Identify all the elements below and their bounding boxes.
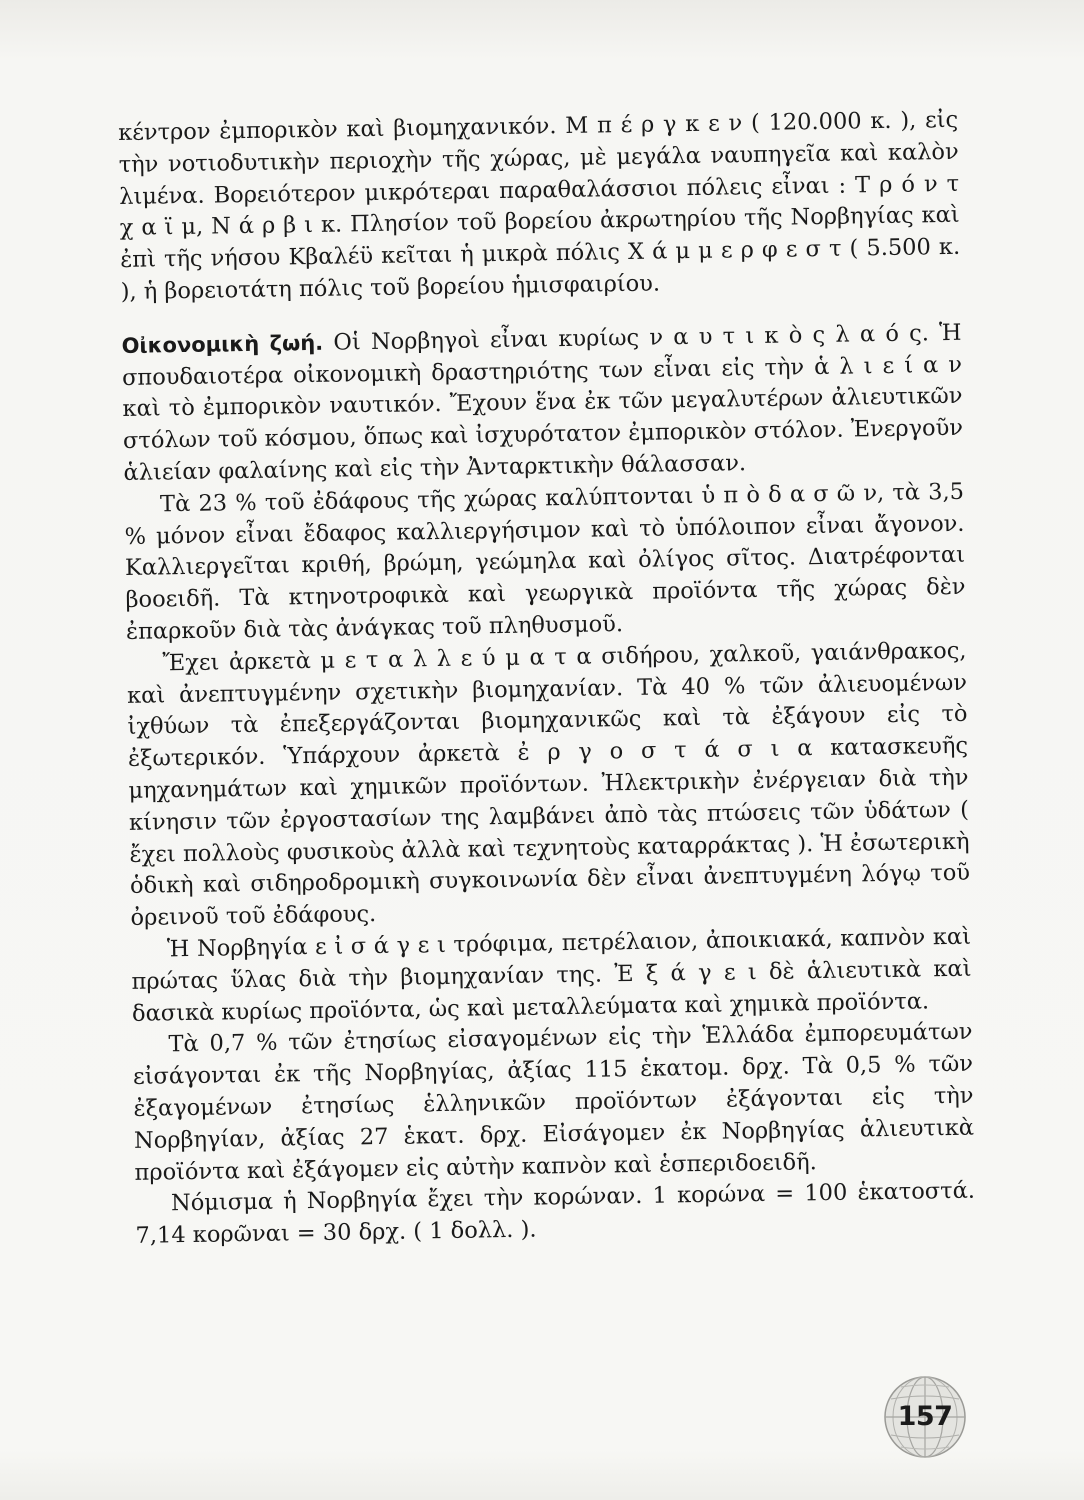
paragraph-fishing: Οἱ Νορβηγοὶ εἶναι κυρίως ν α υ τ ι κ ὸ ς λ α ό ς. Ἡ σπουδαιοτέρα οἰκονομικὴ δραστηριότης των εἶναι εἰς τὴν ἁ λ ι ε ί α ν καὶ τὸ ἐμπορικὸν ναυτικόν. Ἔχουν ἕνα ἐκ τῶν μεγαλυτέρων ἀλιευτικῶν στόλων τοῦ κόσμου, ὅπως καὶ ἰσχυρότατον ἐμπορικὸν στόλον. Ἐνεργοῦν ἁλιείαν φαλαίνης καὶ εἰς τὴν Ἀνταρκτικὴν θάλασσαν.: [121, 319, 964, 486]
paragraph-economic-life: [121, 318, 963, 490]
paragraph-land: Τὰ 23 % τοῦ ἐδάφους τῆς χώρας καλύπτονται ὑ π ὸ δ α σ ῶ ν, τὰ 3,5 % μόνον εἶναι ἔδαφος καλλιεργήσιμον καὶ τὸ ὑπόλοιπον εἶναι ἄγονον. Καλλιεργεῖται κριθή, βρώμη, γεώμηλα καὶ ὀλίγος σῖτος. Διατρέφονται βοοειδῆ. Τὰ κτηνοτροφικὰ καὶ γεωργικὰ προϊόντα τῆς χώρας δὲν ἐπαρκοῦν διὰ τὰς ἀνάγκας τοῦ πληθυσμοῦ.: [124, 478, 966, 645]
paragraph-trade-greece: Τὰ 0,7 % τῶν ἐτησίως εἰσαγομένων εἰς τὴν Ἑλλάδα ἐμπορευμάτων εἰσάγονται ἐκ τῆς Νορβηγίας, ἀξίας 115 ἑκατομ. δρχ. Τὰ 0,5 % τῶν ἐξαγομένων ἐτησίως ἑλληνικῶν προϊόντων ἐξάγονται εἰς τὴν Νορβηγίαν, ἀξίας 27 ἑκατ. δρχ. Εἰσάγομεν ἐκ Νορβηγίας ἁλιευτικὰ προϊόντα καὶ ἐξάγομεν εἰς αὐτὴν καπνὸν καὶ ἑσπεριδοειδῆ.: [132, 1019, 975, 1186]
paragraph-currency: Νόμισμα ἡ Νορβηγία ἔχει τὴν κορώναν. 1 κορώνα = 100 ἑκατοστά. 7,14 κορῶναι = 30 δρχ. ( 1 δολλ. ).: [135, 1177, 976, 1249]
page-number-badge: [881, 1373, 969, 1461]
text-body: [118, 105, 976, 1253]
page-number: 157: [897, 1401, 953, 1432]
paragraph-opening: κέντρον ἐμπορικὸν καὶ βιομηχανικόν. Μ π έ ρ γ κ ε ν ( 120.000 κ. ), εἰς τὴν νοτιοδυτικὴν περιοχὴν τῆς χώρας, μὲ μεγάλα ναυπηγεῖα καὶ καλὸν λιμένα. Βορειότερον μικρότεραι παραθαλάσσιοι πόλεις εἶναι : Τ ρ ό ν τ χ α ϊ μ, Ν ά ρ β ι κ. Πλησίον τοῦ βορείου ἀκρωτηρίου τῆς Νορβηγίας καὶ ἐπὶ τῆς νήσου Κβαλέϋ κεῖται ἡ μικρὰ πόλις Χ ά μ μ ε ρ φ ε σ τ ( 5.500 κ. ), ἡ βορειοτάτη πόλις τοῦ βορείου ἡμισφαιρίου.: [118, 106, 961, 305]
paragraph-industry: Ἔχει ἀρκετὰ μ ε τ α λ λ ε ύ μ α τ α σιδήρου, χαλκοῦ, γαιάνθρακος, καὶ ἀνεπτυγμένην σχετικὴν βιομηχανίαν. Τὰ 40 % τῶν ἀλιευομένων ἰχθύων τὰ ἐπεξεργάζονται βιομηχανικῶς καὶ τὰ ἐξάγουν εἰς τὸ ἐξωτερικόν. Ὑπάρχουν ἀρκετὰ ἐ ρ γ ο σ τ ά σ ι α κατασκευῆς μηχανημάτων καὶ χημικῶν προϊόντων. Ἠλεκτρικὴν ἐνέργειαν διὰ τὴν κίνησιν τῶν ἐργοστασίων της λαμβάνει ἀπὸ τὰς πτώσεις τῶν ὑδάτων ( ἔχει πολλοὺς φυσικοὺς ἀλλὰ καὶ τεχνητοὺς καταρράκτας ). Ἡ ἐσωτερικὴ ὁδικὴ καὶ σιδηροδρομικὴ συγκοινωνία δὲν εἶναι ἀνεπτυγμένη λόγῳ τοῦ ὀρεινοῦ τοῦ ἐδάφους.: [126, 637, 971, 932]
paragraph-imports-exports: Ἡ Νορβηγία ε ἰ σ ά γ ε ι τρόφιμα, πετρέλαιον, ἀποικιακά, καπνὸν καὶ πρώτας ὕλας διὰ τὴν βιομηχανίαν της. Ἐ ξ ά γ ε ι δὲ ἁλιευτικὰ καὶ δασικὰ κυρίως προϊόντα, ὡς καὶ μεταλλεύματα καὶ χημικὰ προϊόντα.: [131, 923, 972, 1027]
section-heading: Οἰκονομικὴ ζωή.: [121, 330, 324, 358]
